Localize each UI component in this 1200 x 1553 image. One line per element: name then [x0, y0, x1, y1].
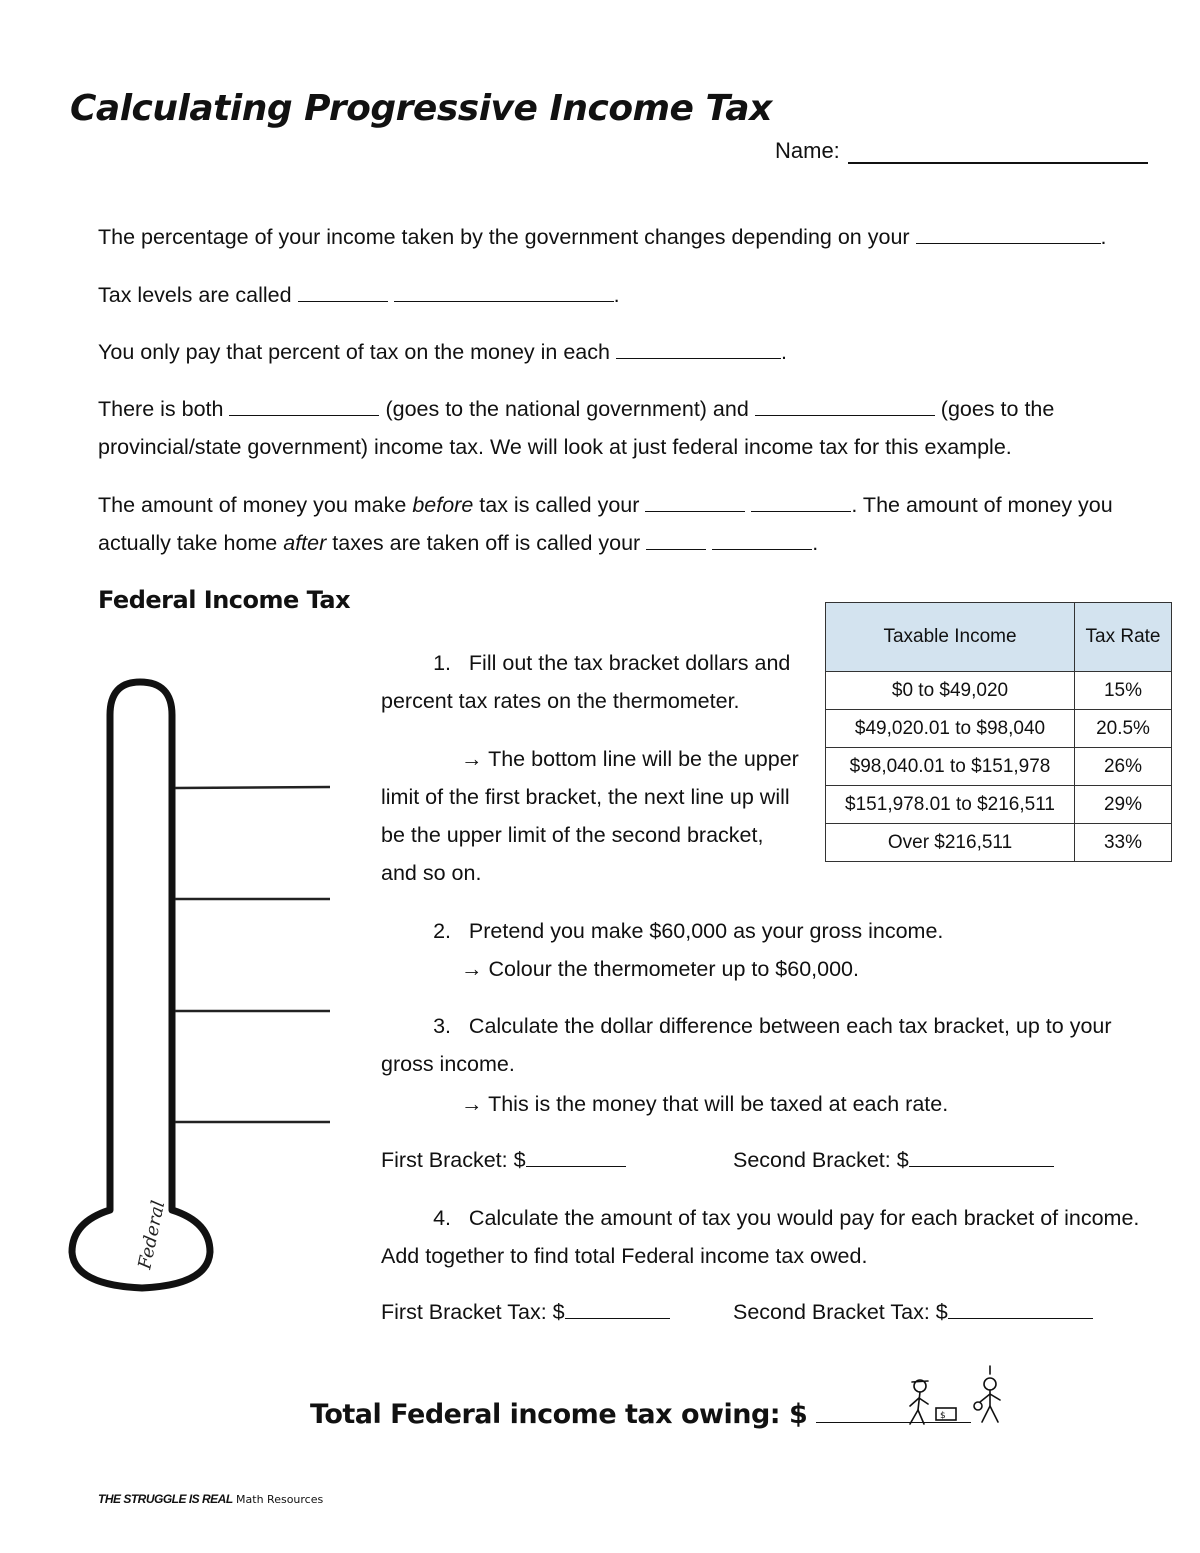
step-1: [381, 644, 801, 720]
second-bracket-label: Second Bracket: $: [733, 1148, 909, 1172]
blank-gross-1[interactable]: [645, 493, 745, 512]
table-row: [826, 672, 1172, 710]
blank-income[interactable]: [916, 225, 1101, 244]
tax-rate-table: [825, 602, 1172, 862]
blank-net-2[interactable]: [712, 531, 812, 550]
paragraph-2: [98, 276, 1118, 314]
table-cell-income: $98,040.01 to $151,978: [826, 748, 1075, 786]
step-1-number: 1.: [433, 651, 451, 675]
paragraph-5-text-b: tax is called your: [479, 493, 640, 517]
footer: [98, 1492, 323, 1506]
thermometer-outline: [72, 682, 210, 1288]
total-tax-label: Total Federal income tax owing: $: [310, 1399, 808, 1430]
table-cell-income: $0 to $49,020: [826, 672, 1075, 710]
step-4-text: Calculate the amount of tax you would pay for each bracket of income. Add together to find total Federal income tax owed.: [381, 1206, 1140, 1268]
paragraph-3: [98, 333, 1118, 371]
table-cell-rate: 20.5%: [1075, 710, 1172, 748]
paragraph-4: [98, 390, 1118, 466]
table-row: [826, 824, 1172, 862]
page-title: Calculating Progressive Income Tax: [70, 88, 772, 129]
first-bracket-row: [381, 1148, 626, 1173]
step-4-number: 4.: [433, 1206, 451, 1230]
name-field[interactable]: [848, 140, 1148, 164]
paragraph-5-before: before: [412, 493, 474, 517]
blank-gross-2[interactable]: [751, 493, 851, 512]
step-1-text: Fill out the tax bracket dollars and percent tax rates on the thermometer.: [381, 651, 791, 713]
step-2-number: 2.: [433, 919, 451, 943]
table-row: [826, 748, 1172, 786]
table-cell-income: $151,978.01 to $216,511: [826, 786, 1075, 824]
table-header-rate: Tax Rate: [1075, 603, 1172, 672]
second-bracket-field[interactable]: [909, 1148, 1054, 1167]
name-label: Name:: [775, 138, 840, 163]
table-cell-rate: 29%: [1075, 786, 1172, 824]
footer-brand: THE STRUGGLE IS REAL: [98, 1492, 233, 1506]
table-cell-income: Over $216,511: [826, 824, 1075, 862]
blank-tax-1[interactable]: [298, 283, 388, 302]
table-row: [826, 786, 1172, 824]
second-bracket-tax-field[interactable]: [948, 1300, 1093, 1319]
paragraph-4-text-b: (goes to the national government) and: [385, 397, 749, 421]
first-bracket-tax-field[interactable]: [565, 1300, 670, 1319]
paragraph-2-end: .: [613, 283, 620, 307]
name-row: [775, 138, 1148, 164]
first-bracket-label: First Bracket: $: [381, 1148, 526, 1172]
paragraph-5-text-a: The amount of money you make: [98, 493, 407, 517]
table-cell-rate: 15%: [1075, 672, 1172, 710]
paragraph-1-end: .: [1100, 225, 1107, 249]
first-bracket-tax-label: First Bracket Tax: $: [381, 1300, 565, 1324]
svg-text:$: $: [940, 1411, 946, 1421]
second-bracket-tax-row: [733, 1300, 1093, 1325]
thermometer-label: Federal: [134, 1198, 170, 1272]
step-2: [381, 912, 1161, 950]
table-header-income: Taxable Income: [826, 603, 1075, 672]
table-cell-rate: 26%: [1075, 748, 1172, 786]
table-row: [826, 710, 1172, 748]
step-2-arrow: → Colour the thermometer up to $60,000.: [461, 957, 859, 981]
step-2-text: Pretend you make $60,000 as your gross income.: [468, 919, 944, 943]
paragraph-5: [98, 486, 1118, 562]
blank-bracket[interactable]: [616, 340, 781, 359]
paragraph-5-after: after: [283, 531, 327, 555]
paragraph-3-end: .: [780, 340, 787, 364]
step-3-number: 3.: [433, 1014, 451, 1038]
first-bracket-tax-row: [381, 1300, 670, 1325]
blank-tax-2[interactable]: [394, 283, 614, 302]
paragraph-5-text-c: . The amount of money you actually take home: [98, 493, 1113, 555]
paragraph-2-text: Tax levels are called: [98, 283, 292, 307]
footer-sub: Math Resources: [236, 1493, 324, 1506]
paragraph-3-text: You only pay that percent of tax on the money in each: [98, 340, 610, 364]
paragraph-5-text-d: taxes are taken off is called your: [332, 531, 641, 555]
paragraph-4-text-c: (goes to the provincial/state government) income tax. We will look at just federal income tax for this example.: [98, 397, 1055, 459]
second-bracket-tax-label: Second Bracket Tax: $: [733, 1300, 948, 1324]
blank-net-1[interactable]: [646, 531, 706, 550]
total-tax-row: [310, 1398, 971, 1430]
blank-provincial[interactable]: [755, 397, 935, 416]
table-cell-income: $49,020.01 to $98,040: [826, 710, 1075, 748]
step-3: [381, 1007, 1161, 1083]
bracket-line-4: [175, 787, 330, 788]
blank-federal[interactable]: [229, 397, 379, 416]
paragraph-4-text-a: There is both: [98, 397, 224, 421]
step-1-arrow: → The bottom line will be the upper limit of the first bracket, the next line up will be the upper limit of the second bracket, and so on.: [381, 747, 799, 885]
thermometer[interactable]: [60, 670, 350, 1310]
second-bracket-row: [733, 1148, 1054, 1173]
first-bracket-field[interactable]: [526, 1148, 626, 1167]
step-3-text: Calculate the dollar difference between each tax bracket, up to your gross income.: [381, 1014, 1112, 1076]
table-cell-rate: 33%: [1075, 824, 1172, 862]
paragraph-5-end: .: [812, 531, 819, 555]
table-header-row: [826, 603, 1172, 672]
section-title: Federal Income Tax: [98, 586, 351, 614]
paragraph-1: [98, 218, 1118, 256]
stick-figures-clipart-icon: [898, 1362, 1013, 1434]
paragraph-1-text: The percentage of your income taken by the government changes depending on your: [98, 225, 910, 249]
step-3-arrow: → This is the money that will be taxed at each rate.: [461, 1092, 949, 1116]
step-4: [381, 1199, 1161, 1275]
